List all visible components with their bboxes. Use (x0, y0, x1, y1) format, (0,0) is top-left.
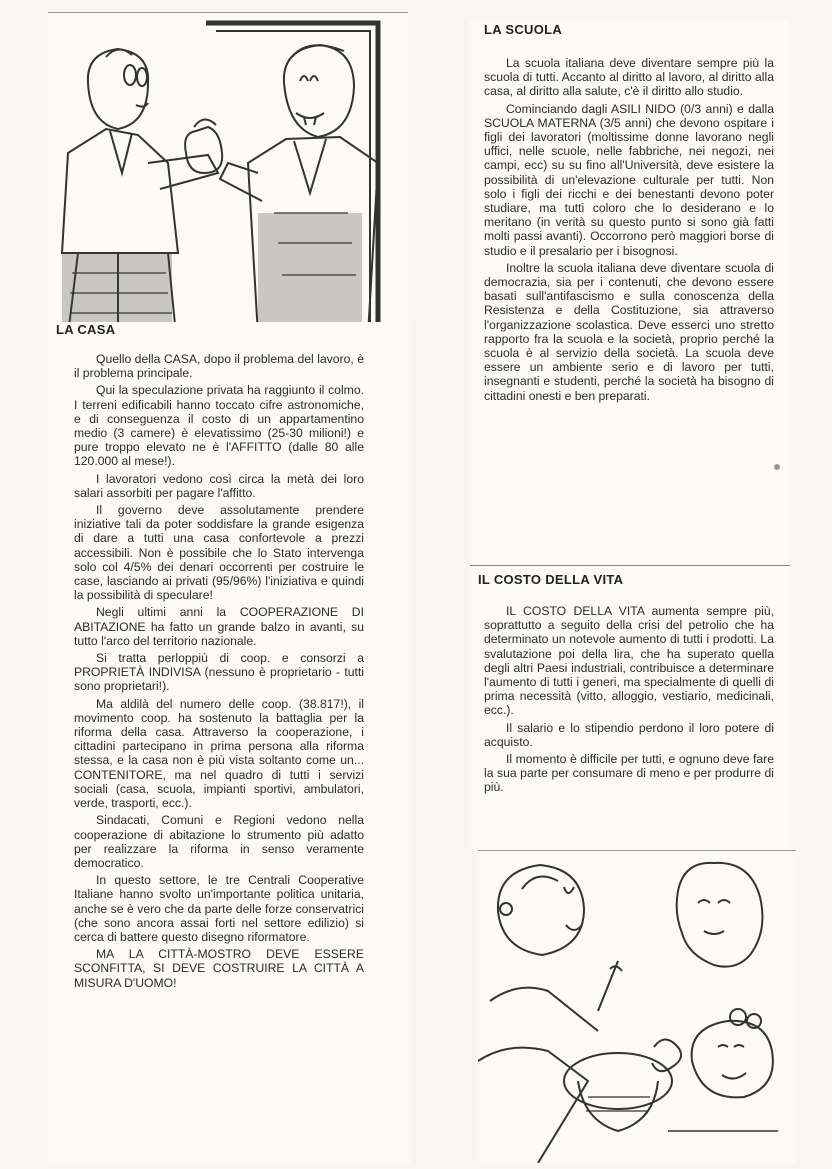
scuola-paragraph: La scuola italiana deve diventare sempre più la scuola di tutti. Accanto al diritto al lavoro, al diritto alla casa, al diritto alla salute, c'è il diritto allo studio. (484, 56, 774, 99)
costo-body (484, 604, 774, 798)
scuola-paragraph: Cominciando dagli ASILI NIDO (0/3 anni) e dalla SCUOLA MATERNA (3/5 anni) che devono ospitare i figli dei lavoratori (moltissime donne lavorano negli uffici, nelle scuole, nelle fabbriche, nei negozi, nei campi, ecc) su su fino all'Università, deve esistere la possibilità di un'elevazione culturale per tutti. Non solo i figli dei ricchi e dei benestanti devono poter studiare, ma tutti coloro che lo desiderano e lo meritano (in verità su questo punto si sono già fatti molti passi avanti). Occorrono però maggiori borse di studio e il presalario per i bisognosi. (484, 101, 774, 258)
casa-paragraph: Negli ultimi anni la COOPERAZIONE DI ABITAZIONE ha fatto un grande balzo in avanti, su tutto l'arco del territorio nazionale. (74, 605, 364, 648)
casa-body (74, 352, 364, 993)
family-eating-cartoon (478, 851, 796, 1163)
costo-paragraph: Il momento è difficile per tutti, e ognuno deve fare la sua parte per consumare di meno e per produrre di più. (484, 752, 774, 795)
costo-paragraph: IL COSTO DELLA VITA aumenta sempre più, soprattutto a seguito della crisi del petrolio che ha determinato un notevole aumento di tutti i prodotti. La svalutazione poi della lira, che ha superato quella degli altri Paesi industriali, contribuisce a determinare l'aumento di tutti i generi, ma specialmente di quelli di prima necessità (vitto, alloggio, vestiario, medicinali, ecc.). (484, 604, 774, 718)
two-men-cartoon (48, 13, 408, 335)
casa-paragraph: Sindacati, Comuni e Regioni vedono nella cooperazione di abitazione lo strumento più adatto per realizzare la riforma in senso veramente democratico. (74, 813, 364, 870)
scuola-paragraph: Inoltre la scuola italiana deve diventare scuola di democrazia, sia per i contenuti, che devono essere basati sull'antifascismo e sulla conoscenza della Resistenza e della Costituzione, sia attraverso l'organizzazione scolastica. Deve esserci uno stretto rapporto fra la scuola e la società, proprio perché la scuola è al servizio della società. La scuola deve essere un ambiente serio e di lavoro per tutti, insegnanti e studenti, perché la società ha bisogno di cittadini onesti e ben preparati. (484, 260, 774, 403)
casa-paragraph: In questo settore, le tre Centrali Cooperative Italiane hanno svolto un'importante politica unitaria, anche se è vero che da parte delle forze conservatrici (che sono ancora assai forti nel settore edilizio) si cerca di battere questo disegno riformatore. (74, 873, 364, 944)
casa-paragraph-closing: MA LA CITTÀ-MOSTRO DEVE ESSERE SCONFITTA, SI DEVE COSTRUIRE LA CITTÀ A MISURA D'UOMO! (74, 947, 364, 990)
scuola-body (484, 56, 774, 406)
costo-paragraph: Il salario e lo stipendio perdono il loro potere di acquisto. (484, 720, 774, 749)
scuola-article (470, 20, 790, 565)
casa-paragraph: Si tratta perloppiù di coop. e consorzi a PROPRIETÀ INDIVISA (nessuno è proprietario - tutti sono proprietari!). (74, 651, 364, 694)
casa-illustration (48, 12, 408, 335)
casa-article (48, 322, 410, 1164)
casa-paragraph: Quello della CASA, dopo il problema del lavoro, è il problema principale. (74, 352, 364, 381)
casa-paragraph: I lavoratori vedono così circa la metà dei loro salari assorbiti per pagare l'affitto. (74, 471, 364, 500)
casa-paragraph: Qui la speculazione privata ha raggiunto il colmo. I terreni edificabili hanno toccato cifre astronomiche, e di conseguenza il costo di un appartamentino medio (3 camere) è elevatissimo (25-30 milioni!) e pure troppo elevato ne è l'AFFITTO (dalle 80 alle 120.000 al mese!). (74, 383, 364, 469)
costo-illustration (478, 850, 796, 1163)
scuola-heading: LA SCUOLA (484, 22, 563, 37)
costo-article (470, 565, 790, 851)
casa-heading: LA CASA (56, 322, 116, 337)
costo-heading: IL COSTO DELLA VITA (478, 572, 624, 587)
casa-paragraph: Ma aldilà del numero delle coop. (38.817!), il movimento coop. ha sostenuto la battaglia per la riforma della casa. Attraverso la cooperazione, i cittadini partecipano in prima persona alla riforma stessa, e la casa non è più vista soltanto come un... CONTENITORE, ma nel quadro di tutti i servizi sociali (casa, scuola, impianti sportivi, ambulatori, verde, trasporti, ecc.). (74, 696, 364, 811)
casa-paragraph: Il governo deve assolutamente prendere iniziative tali da poter soddisfare la grande esigenza di dare a tutti una casa confortevole a prezzi accessibili. Non è possibile che lo Stato intervenga solo col 4/5% dei denari occorrenti per costruire le case, lasciando ai privati (95/96%) l'iniziativa e quindi la possibilità di speculare! (74, 503, 364, 603)
